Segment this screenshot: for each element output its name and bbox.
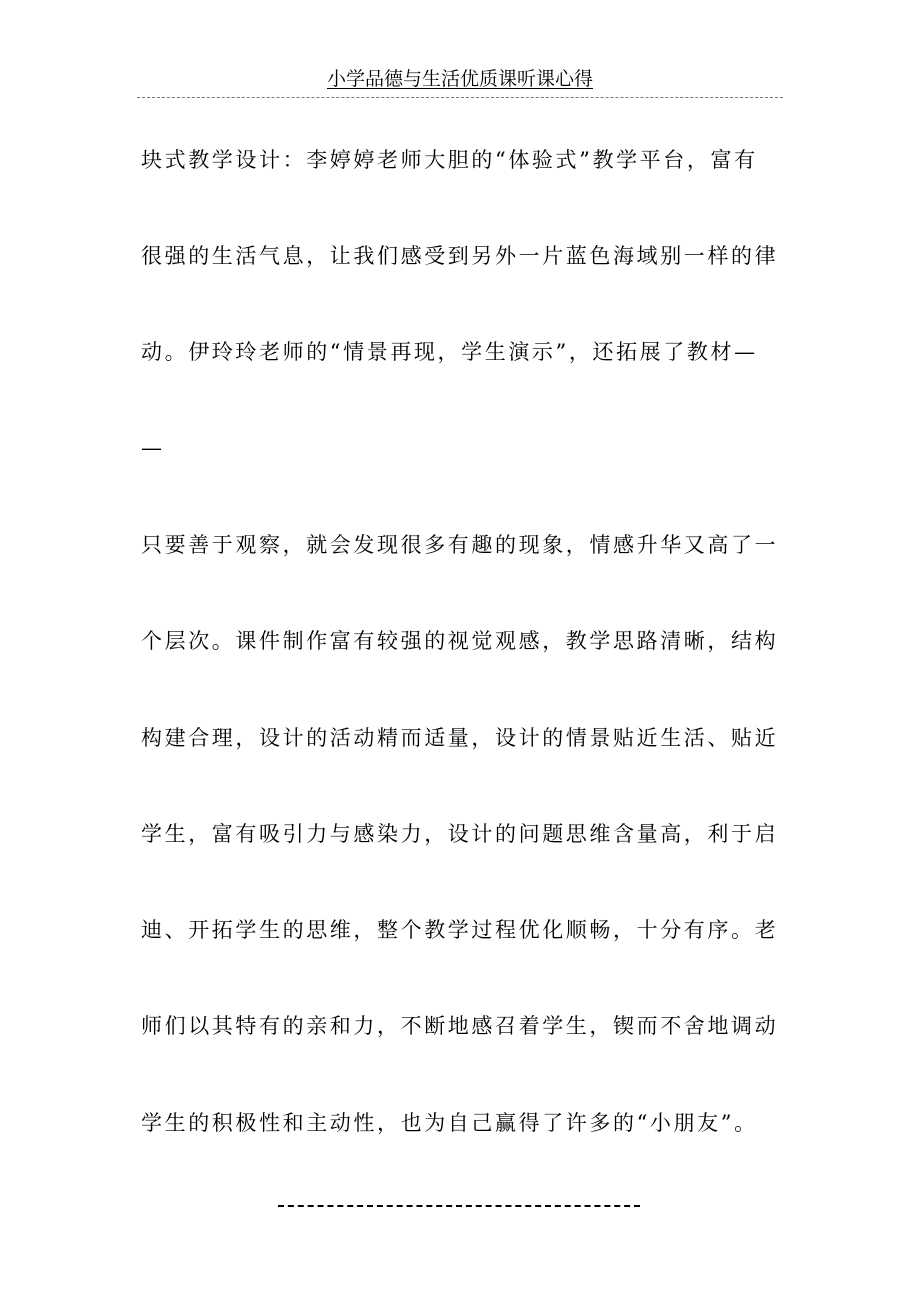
body-line: 个层次。课件制作富有较强的视觉观感，教学思路清晰，结构 <box>141 629 779 653</box>
body-line: 学生的积极性和主动性，也为自己赢得了许多的“小朋友”。 <box>141 1111 758 1135</box>
body-line: 学生，富有吸引力与感染力，设计的问题思维含量高，利于启 <box>141 822 779 846</box>
body-line: 师们以其特有的亲和力，不断地感召着学生，锲而不舍地调动 <box>141 1014 779 1038</box>
body-line: 块式教学设计：李婷婷老师大胆的“体验式”教学平台，富有 <box>141 148 758 172</box>
body-line: 很强的生活气息，让我们感受到另外一片蓝色海域别一样的律 <box>141 244 779 268</box>
body-line: 动。伊玲玲老师的“情景再现，学生演示”，还拓展了教材— <box>141 340 758 364</box>
page-header <box>0 66 920 92</box>
footer-divider <box>278 1205 640 1207</box>
header-divider <box>137 97 783 98</box>
body-line: 迪、开拓学生的思维，整个教学过程优化顺畅，十分有序。老 <box>141 918 779 942</box>
body-line: — <box>141 436 165 460</box>
body-line: 只要善于观察，就会发现很多有趣的现象，情感升华又高了一 <box>141 533 779 557</box>
body-line: 构建合理，设计的活动精而适量，设计的情景贴近生活、贴近 <box>141 726 779 750</box>
header-title: 小学品德与生活优质课听课心得 <box>326 68 593 90</box>
